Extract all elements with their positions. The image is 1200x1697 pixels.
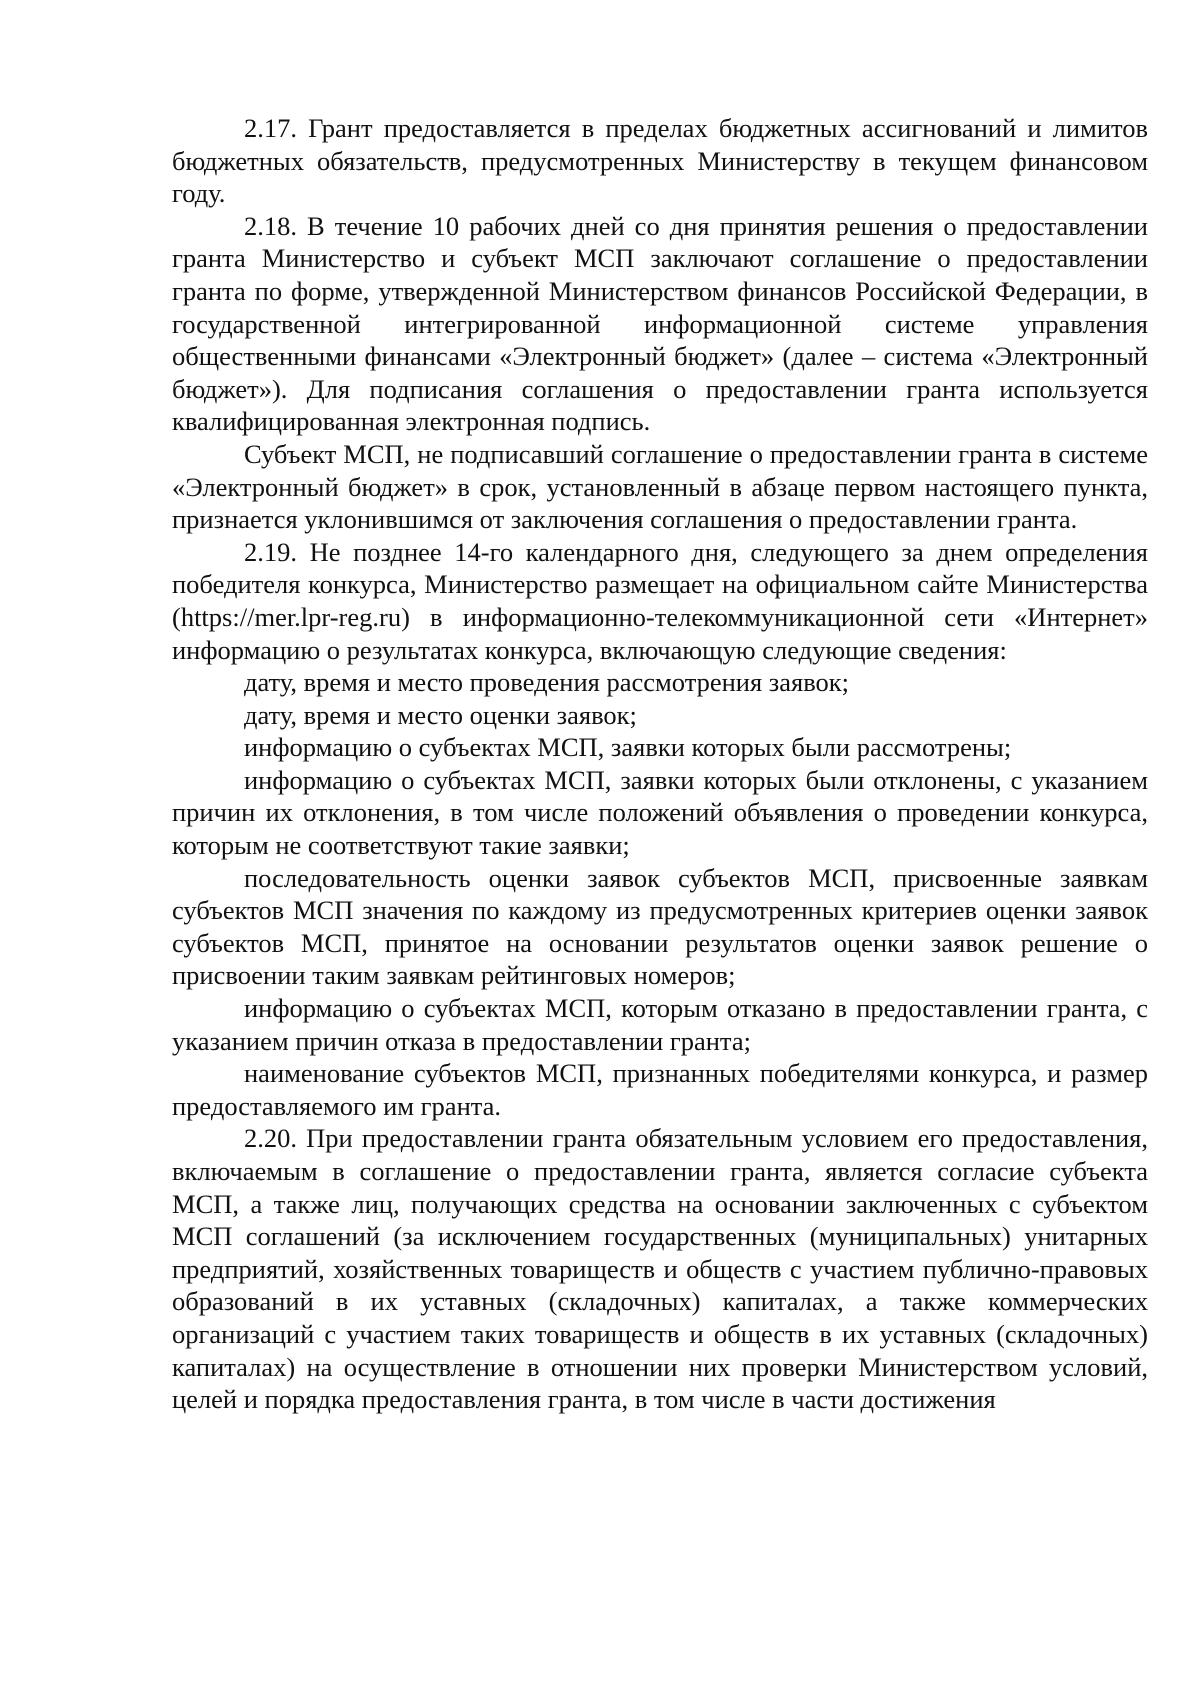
list-item: информацию о субъектах МСП, заявки которых были рассмотрены;	[244, 732, 1012, 763]
document-page	[172, 112, 1148, 1416]
paragraph-2-18: 2.18. В течение 10 рабочих дней со дня принятия решения о предоставлении гранта Министерство и субъект МСП заключают соглашение о предоставлении гранта по форме, утвержденной Министерством финансов Российской Федерации, в государственной интегрированной информационной системе управления общественными финансами «Электронный бюджет» (далее – система «Электронный бюджет»). Для подписания соглашения о предоставлении гранта используется квалифицированная электронная подпись.	[172, 210, 1148, 437]
list-item: наименование субъектов МСП, признанных победителями конкурса, и размер предоставляемого им гранта.	[172, 1058, 1148, 1121]
list-item: дату, время и место проведения рассмотрения заявок;	[244, 667, 850, 698]
list-item: дату, время и место оценки заявок;	[244, 699, 637, 730]
list-item: информацию о субъектах МСП, которым отказано в предоставлении гранта, с указанием причин отказа в предоставлении гранта;	[172, 993, 1148, 1056]
paragraph-2-20: 2.20. При предоставлении гранта обязательным условием его предоставления, включаемым в соглашение о предоставлении гранта, является согласие субъекта МСП, а также лиц, получающих средства на основании заключенных с субъектом МСП соглашений (за исключением государственных (муниципальных) унитарных предприятий, хозяйственных товариществ и обществ с участием публично-правовых образований в их уставных (складочных) капиталах, а также коммерческих организаций с участием таких товариществ и обществ в их уставных (складочных) капиталах) на осуществление в отношении них проверки Министерством условий, целей и порядка предоставления гранта, в том числе в части достижения	[172, 1123, 1148, 1415]
paragraph-2-18-evasion: Субъект МСП, не подписавший соглашение о предоставлении гранта в системе «Электронный бюджет» в срок, установленный в абзаце первом настоящего пункта, признается уклонившимся от заключения соглашения о предоставлении гранта.	[172, 438, 1148, 535]
list-item: информацию о субъектах МСП, заявки которых были отклонены, с указанием причин их отклонения, в том числе положений объявления о проведении конкурса, которым не соответствуют такие заявки;	[172, 764, 1148, 861]
paragraph-2-17: 2.17. Грант предоставляется в пределах бюджетных ассигнований и лимитов бюджетных обязательств, предусмотренных Министерству в текущем финансовом году.	[172, 113, 1148, 209]
list-item: последовательность оценки заявок субъектов МСП, присвоенные заявкам субъектов МСП значения по каждому из предусмотренных критериев оценки заявок субъектов МСП, принятое на основании результатов оценки заявок решение о присвоении таким заявкам рейтинговых номеров;	[172, 862, 1148, 991]
paragraph-2-19: 2.19. Не позднее 14-го календарного дня, следующего за днем определения победителя конкурса, Министерство размещает на официальном сайте Министерства (https://mer.lpr-reg.ru) в информационно-телекоммуникационной сети «Интернет» информацию о результатах конкурса, включающую следующие сведения:	[172, 536, 1148, 665]
